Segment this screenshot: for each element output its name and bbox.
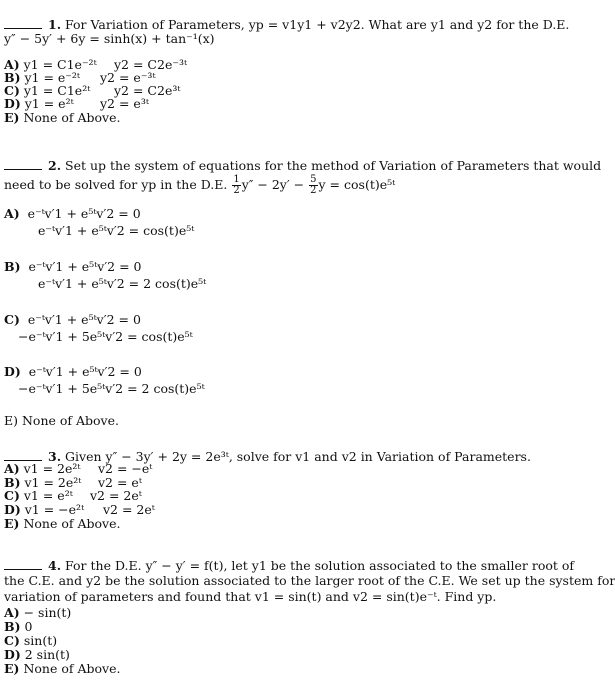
question-3-header [4,448,531,464]
answer-blank-2[interactable] [4,157,42,170]
question-1-de: y″ − 5y′ + 6y = sinh(x) + tan⁻¹(x) [4,31,215,46]
question-4-header [4,557,574,573]
question-3-prompt: Given y″ − 3y′ + 2y = 2e³ᵗ, solve for v1 and v2 in Variation of Parameters. [65,449,531,464]
q4-option-d[interactable]: D) 2 sin(t) [4,647,70,662]
q2-option-a[interactable]: A) e⁻ᵗv′1 + e⁵ᵗv′2 = 0 [4,206,141,221]
q1-option-b[interactable]: B) y1 = e⁻²ᵗ [4,70,80,85]
q3-option-e[interactable]: E) None of Above. [4,516,121,531]
question-4-number: 4. [48,558,62,573]
q2-option-c[interactable]: C) e⁻ᵗv′1 + e⁵ᵗv′2 = 0 [4,312,141,327]
question-4-prompt-line3: variation of parameters and found that v1 = sin(t) and v2 = sin(t)e⁻ᵗ. Find yp. [4,589,497,604]
q1-option-c[interactable]: C) y1 = C1e²ᵗ [4,83,91,98]
q2-option-e[interactable]: E) None of Above. [4,413,119,428]
answer-blank-3[interactable] [4,448,42,461]
fraction-five-halves: $\frac{5}{2}$ [310,174,317,196]
question-1-header [4,16,569,32]
q3-option-d-v2: v2 = 2eᵗ [103,502,155,517]
q3-option-b-v2: v2 = eᵗ [98,475,142,490]
q4-option-a[interactable]: A) − sin(t) [4,605,72,620]
q4-option-b[interactable]: B) 0 [4,619,33,634]
q4-option-c[interactable]: C) sin(t) [4,633,58,648]
q2-option-d-eq2: −e⁻ᵗv′1 + 5e⁵ᵗv′2 = 2 cos(t)e⁵ᵗ [18,381,205,396]
q1-option-e[interactable]: E) None of Above. [4,110,121,125]
q1-option-b-y2: y2 = e⁻³ᵗ [100,70,156,85]
q3-option-b[interactable]: B) v1 = 2e²ᵗ [4,475,82,490]
q1-option-d[interactable]: D) y1 = e²ᵗ [4,96,74,111]
q2-option-a-eq2: e⁻ᵗv′1 + e⁵ᵗv′2 = cos(t)e⁵ᵗ [38,223,195,238]
q1-option-c-y2: y2 = C2e³ᵗ [114,83,181,98]
q4-option-e[interactable]: E) None of Above. [4,661,121,676]
question-2-header [4,157,601,173]
q1-option-a[interactable]: A) y1 = C1e⁻²ᵗ [4,57,97,72]
q2-option-d[interactable]: D) e⁻ᵗv′1 + e⁵ᵗv′2 = 0 [4,364,142,379]
answer-blank-1[interactable] [4,16,42,29]
question-2-number: 2. [48,158,62,173]
q3-option-d[interactable]: D) v1 = −e²ᵗ [4,502,85,517]
question-1-number: 1. [48,17,62,32]
q1-option-a-y2: y2 = C2e⁻³ᵗ [114,57,188,72]
q3-option-a-v2: v2 = −eᵗ [98,461,153,476]
question-4-prompt-line2: the C.E. and y2 be the solution associated to the larger root of the C.E. We set up the system for [4,573,615,588]
question-2-prompt-line1: Set up the system of equations for the method of Variation of Parameters that would [65,158,602,173]
q1-option-d-y2: y2 = e³ᵗ [100,96,149,111]
question-2-prompt-line2: need to be solved for yp in the D.E. $\frac{1}{2}$ y″ − 2y′ − $\frac{5}{2}$ y = cos(t)e⁵ᵗ [4,174,396,196]
fraction-one-half: $\frac{1}{2}$ [233,174,240,196]
q3-option-c-v2: v2 = 2eᵗ [90,488,142,503]
q2-option-b[interactable]: B) e⁻ᵗv′1 + e⁵ᵗv′2 = 0 [4,259,142,274]
q3-option-c[interactable]: C) v1 = e²ᵗ [4,488,73,503]
q2-option-c-eq2: −e⁻ᵗv′1 + 5e⁵ᵗv′2 = cos(t)e⁵ᵗ [18,329,193,344]
question-3-number: 3. [48,449,62,464]
q2-option-b-eq2: e⁻ᵗv′1 + e⁵ᵗv′2 = 2 cos(t)e⁵ᵗ [38,276,207,291]
answer-blank-4[interactable] [4,557,42,570]
question-1-prompt: For Variation of Parameters, yp = v1y1 + v2y2. What are y1 and y2 for the D.E. [65,17,570,32]
question-4-prompt-line1: For the D.E. y″ − y′ = f(t), let y1 be the solution associated to the smaller root of [65,558,575,573]
q3-option-a[interactable]: A) v1 = 2e²ᵗ [4,461,81,476]
